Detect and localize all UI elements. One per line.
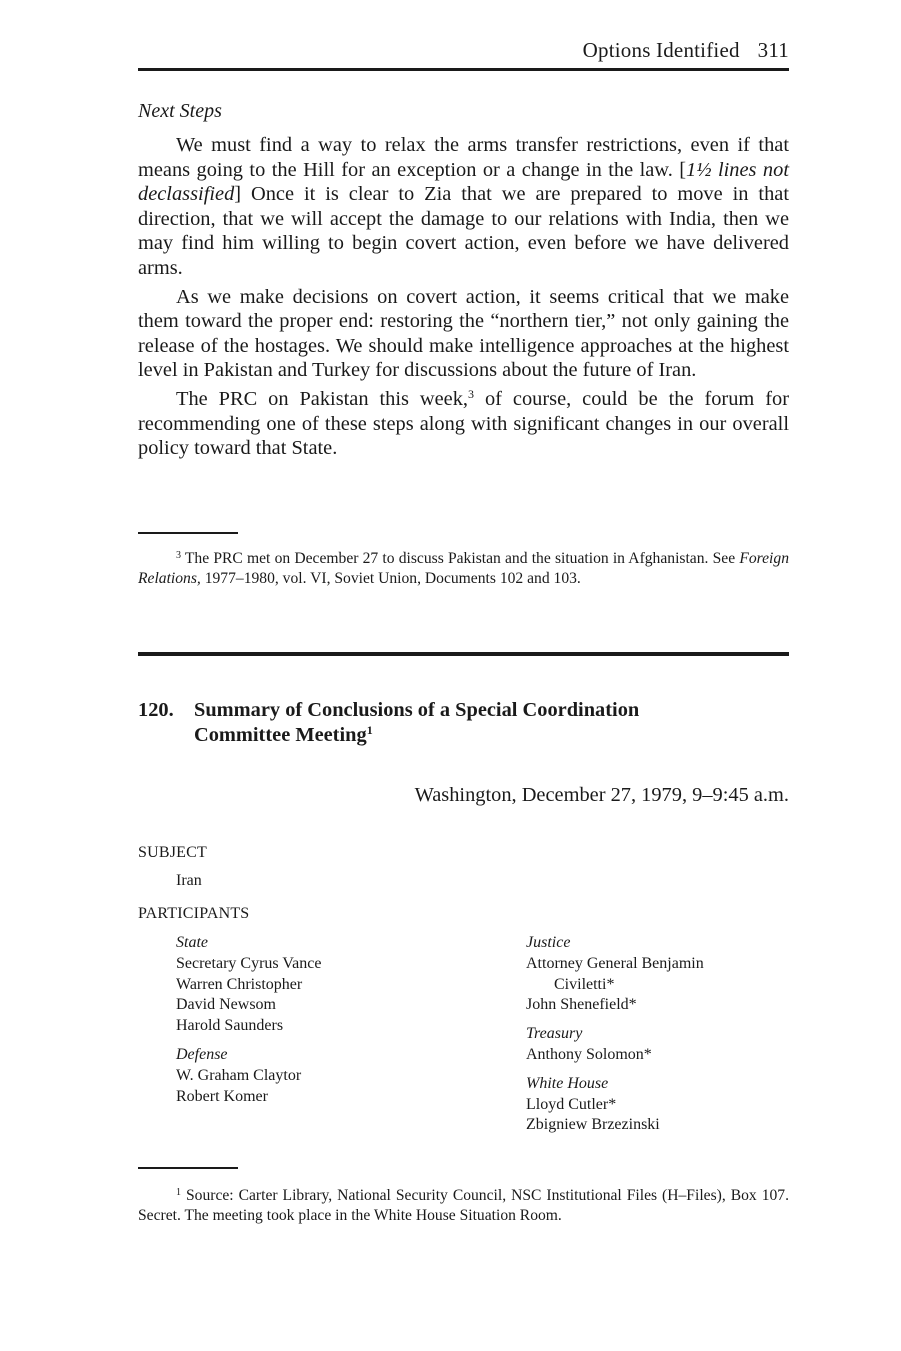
participant-name: Warren Christopher bbox=[176, 975, 303, 993]
participant-name: Lloyd Cutler* bbox=[526, 1095, 617, 1113]
footnote-marker-1: 1 bbox=[176, 1187, 181, 1198]
participant-name: Secretary Cyrus Vance bbox=[176, 954, 322, 972]
document-divider bbox=[138, 652, 789, 656]
footnote-reference-3[interactable]: 3 bbox=[468, 386, 475, 401]
participants-right-column bbox=[526, 933, 704, 1144]
footnote-3-text-b: 1977–1980, vol. VI, Soviet Union, Documents 102 and 103. bbox=[200, 569, 581, 587]
participant-name: John Shenefield* bbox=[526, 996, 637, 1014]
participant-name: Civiletti* bbox=[554, 975, 615, 993]
document-number: 120. bbox=[138, 699, 174, 721]
subject-label: SUBJECT bbox=[138, 844, 207, 861]
participant-group-state bbox=[176, 933, 321, 1037]
section-title: Next Steps bbox=[138, 100, 222, 122]
footnote-reference-1[interactable]: 1 bbox=[366, 723, 373, 737]
footnote-3-italic: Foreign Relations, bbox=[138, 550, 789, 587]
participant-group-white-house bbox=[526, 1074, 704, 1136]
group-name: Treasury bbox=[526, 1025, 583, 1043]
document-heading bbox=[138, 698, 789, 748]
footnote-3 bbox=[138, 549, 789, 588]
participant-name: Robert Komer bbox=[176, 1087, 268, 1105]
redaction-note: 1½ lines not declassified bbox=[138, 158, 789, 206]
participant-name: W. Graham Claytor bbox=[176, 1066, 302, 1084]
paragraph-3 bbox=[138, 387, 789, 461]
footnote-1-text: Source: Carter Library, National Security Council, NSC Institutional Files (H–Files), Box 107. Secret. The meeting took place in the White House Situation Room. bbox=[138, 1187, 789, 1224]
header-rule bbox=[138, 68, 789, 71]
participants-left-column bbox=[176, 933, 321, 1115]
group-name: State bbox=[176, 934, 208, 951]
participants-label: PARTICIPANTS bbox=[138, 905, 250, 922]
footnote-3-text-a: The PRC met on December 27 to discuss Pakistan and the situation in Afghanistan. See bbox=[181, 550, 740, 567]
subject-value: Iran bbox=[176, 872, 202, 889]
group-name: White House bbox=[526, 1074, 609, 1092]
paragraph-1 bbox=[138, 133, 789, 281]
participant-name: David Newsom bbox=[176, 996, 276, 1014]
footnote-marker-3: 3 bbox=[176, 550, 181, 561]
participant-group-treasury bbox=[526, 1024, 704, 1066]
running-head bbox=[583, 38, 789, 63]
participant-name: Harold Saunders bbox=[176, 1017, 284, 1035]
group-name: Justice bbox=[526, 934, 571, 951]
document-title: Summary of Conclusions of a Special Coordination Committee Meeting bbox=[194, 699, 640, 746]
participant-group-justice bbox=[526, 933, 704, 1016]
participant-name: Attorney General Benjamin bbox=[526, 954, 704, 972]
paragraph-2: As we make decisions on covert action, it seems critical that we make them toward the proper end: restoring the “northern tier,” not only gaining the release of the hostages. We should make intelligence approaches at the highest level in Pakistan and Turkey for discussions about the future of Iran. bbox=[138, 285, 789, 382]
page-number: 311 bbox=[757, 38, 789, 62]
body-text bbox=[138, 133, 789, 465]
paragraph-3-text-a: The PRC on Pakistan this week, bbox=[176, 387, 469, 410]
paragraph-1-text-a: We must find a way to relax the arms transfer restrictions, even if that means going to the Hill for an exception or a change in the law. [ bbox=[138, 134, 789, 181]
footnote-rule bbox=[138, 532, 238, 534]
participant-name: Anthony Solomon* bbox=[526, 1045, 652, 1063]
footnote-rule bbox=[138, 1167, 238, 1169]
participant-group-defense bbox=[176, 1045, 321, 1107]
running-title: Options Identified bbox=[582, 38, 740, 62]
document-title-block bbox=[194, 698, 714, 748]
group-name: Defense bbox=[176, 1045, 228, 1063]
participant-name: Zbigniew Brzezinski bbox=[526, 1116, 660, 1134]
footnote-1 bbox=[138, 1186, 789, 1225]
paragraph-1-text-b: ] Once it is clear to Zia that we are prepared to move in that direction, that we will accept the damage to our relations with India, then we may find him willing to begin covert action, even before we have delivered arms. bbox=[138, 183, 789, 279]
dateline: Washington, December 27, 1979, 9–9:45 a.m. bbox=[414, 784, 789, 806]
paragraph-3-text-b: of course, could be the forum for recommending one of these steps along with significant changes in our overall policy toward that State. bbox=[138, 387, 789, 460]
